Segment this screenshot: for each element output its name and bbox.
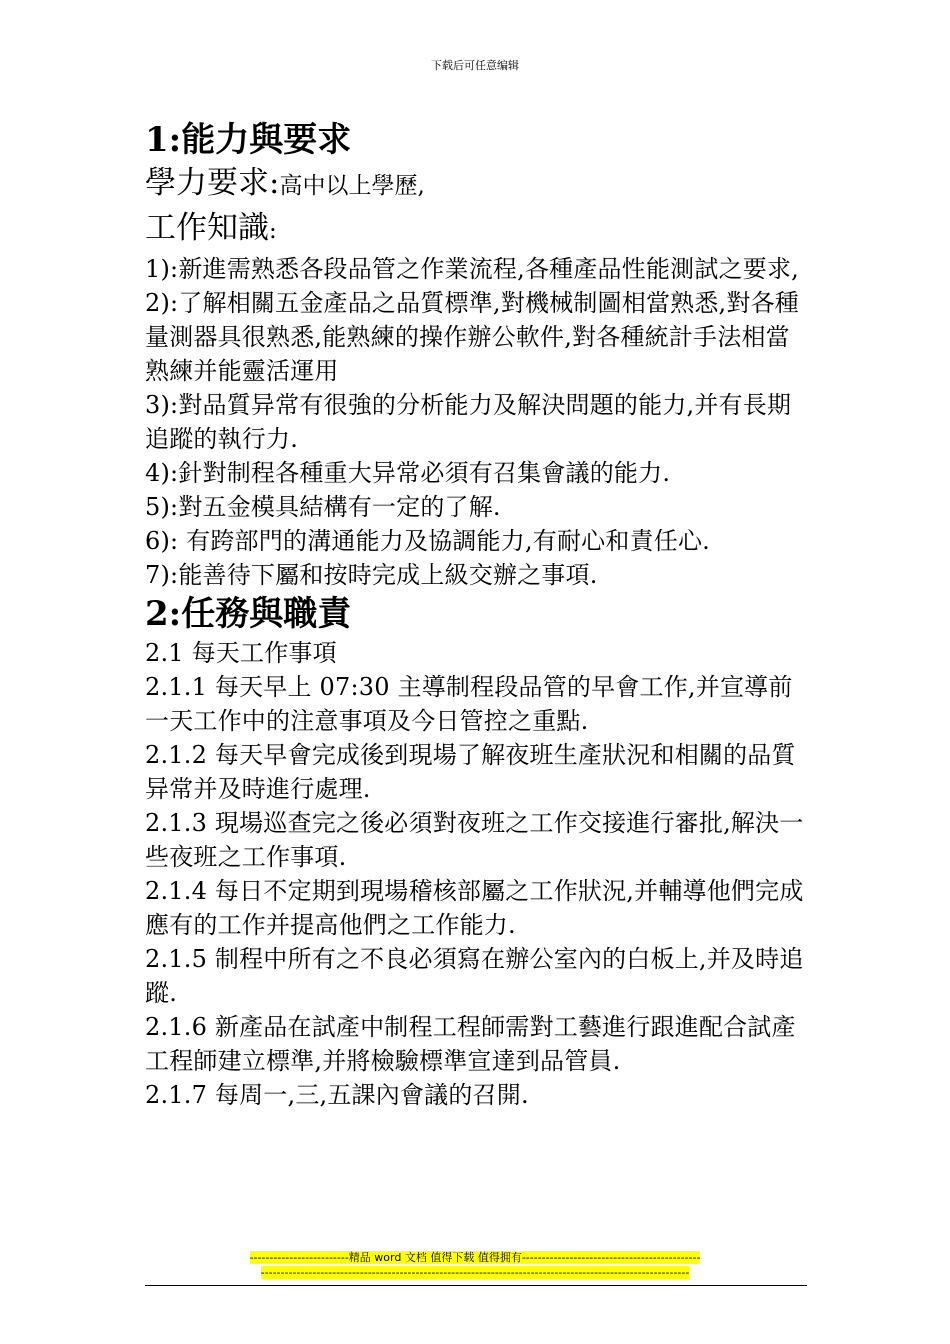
knowledge-label: 工作知識 — [145, 210, 269, 246]
duty-item: 2.1.7 每周一,三,五課內會議的召開. — [145, 1081, 529, 1109]
education-label: 學力要求: — [145, 165, 280, 201]
section2-title: 2:任務與職責 — [145, 594, 352, 634]
footer-banner-line-1 — [0, 1249, 950, 1265]
header-note: 下载后可任意编辑 — [431, 59, 519, 72]
duty-item: 2.1.5 制程中所有之不良必須寫在辦公室內的白板上,并及時追蹤. — [145, 945, 804, 1007]
duty-item: 2.1.1 每天早上 07:30 主導制程段品管的早會工作,并宣導前一天工作中的注意事項及今日管控之重點. — [145, 673, 793, 735]
education-value: 高中以上學歷, — [279, 173, 425, 199]
education-requirement — [145, 162, 810, 207]
knowledge-item: 5):對五金模具結構有一定的了解. — [145, 493, 501, 521]
knowledge-item: 7):能善待下屬和按時完成上級交辦之事項. — [145, 561, 598, 589]
knowledge-colon: : — [269, 218, 277, 244]
knowledge-item: 2):了解相關五金產品之品質標準,對機械制圖相當熟悉,對各種量測器具很熟悉,能熟練的操作辦公軟件,對各種統計手法相當熟練并能靈活運用 — [145, 289, 799, 385]
knowledge-item: 6): 有跨部門的溝通能力及協調能力,有耐心和責任心. — [145, 527, 711, 555]
section1-title: 1:能力與要求 — [145, 120, 352, 160]
footer-banner-dashes: ------------------------------------------------------------------------------------------------------------ — [260, 1266, 690, 1279]
knowledge-item: 3):對品質异常有很強的分析能力及解決問題的能力,并有長期追蹤的執行力. — [145, 391, 792, 453]
section2-subtitle: 2.1 每天工作事項 — [145, 639, 337, 667]
knowledge-heading — [145, 207, 810, 252]
footer-rule — [145, 1285, 807, 1286]
document-body — [145, 118, 810, 1112]
duty-item: 2.1.4 每日不定期到現場稽核部屬之工作狀況,并輔導他們完成應有的工作并提高他們之工作能力. — [145, 877, 804, 939]
footer-banner-text: -------------------------精品 word 文档 值得下载 值得拥有--------------------------------------------- — [249, 1251, 701, 1264]
knowledge-item: 1):新進需熟悉各段品管之作業流程,各種產品性能測試之要求, — [145, 255, 799, 283]
footer-banner-line-2 — [0, 1266, 950, 1279]
duty-item: 2.1.6 新產品在試產中制程工程師需對工藝進行跟進配合試產工程師建立標準,并將檢驗標準宣達到品管員. — [145, 1013, 796, 1075]
duty-item: 2.1.3 現場巡查完之後必須對夜班之工作交接進行審批,解決一些夜班之工作事項. — [145, 809, 804, 871]
duty-item: 2.1.2 每天早會完成後到現場了解夜班生產狀況和相關的品質异常并及時進行處理. — [145, 741, 796, 803]
knowledge-item: 4):針對制程各種重大异常必須有召集會議的能力. — [145, 459, 671, 487]
